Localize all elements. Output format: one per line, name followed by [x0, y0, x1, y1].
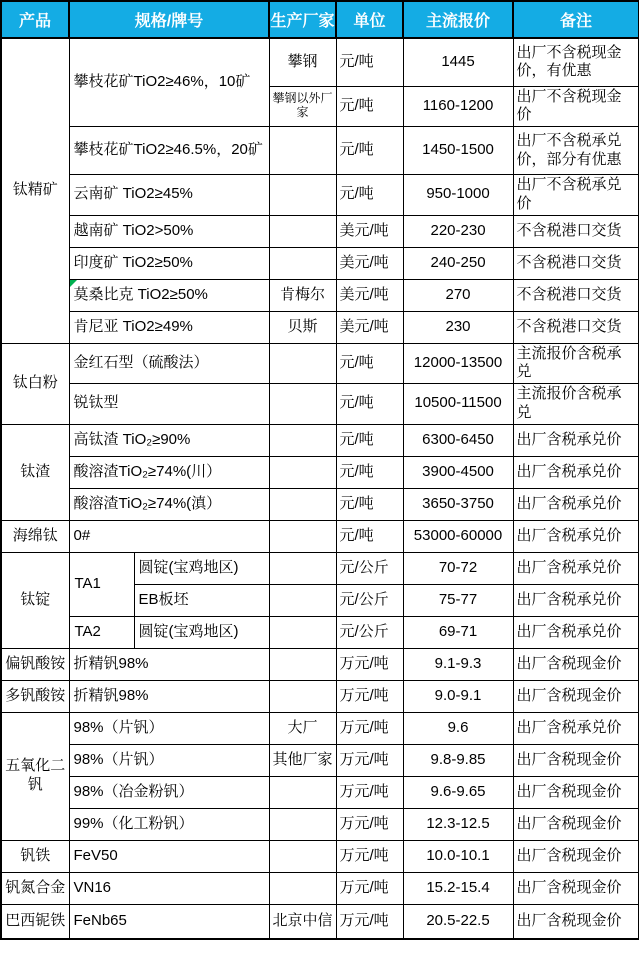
cell-spec: 圆锭(宝鸡地区): [134, 552, 269, 584]
table-row: [1, 904, 639, 939]
cell-price: 10500-11500: [403, 384, 513, 425]
table-row: [1, 872, 639, 904]
table-row: [1, 808, 639, 840]
cell-spec: 98%（片钒）: [69, 712, 269, 744]
table-row: [1, 552, 639, 584]
header-spec: 规格/牌号: [69, 1, 269, 38]
cell-manufacturer: 攀钢: [269, 38, 336, 86]
cell-unit: 万元/吨: [336, 904, 403, 939]
product-group-ti-slag: 钛渣: [1, 424, 69, 520]
product-group-vn-alloy: 钒氮合金: [1, 872, 69, 904]
cell-manufacturer: [269, 808, 336, 840]
table-row: [1, 520, 639, 552]
cell-manufacturer: 贝斯: [269, 311, 336, 343]
cell-unit: 元/吨: [336, 343, 403, 384]
cell-price: 75-77: [403, 584, 513, 616]
cell-manufacturer: [269, 488, 336, 520]
product-group-v2o5: 五氧化二钒: [1, 712, 69, 840]
cell-note: 出厂含税现金价: [513, 840, 639, 872]
table-row: [1, 456, 639, 488]
cell-price: 1450-1500: [403, 127, 513, 175]
cell-manufacturer: 其他厂家: [269, 744, 336, 776]
cell-note: 出厂含税承兑价: [513, 616, 639, 648]
table-row: [1, 343, 639, 384]
cell-unit: 万元/吨: [336, 648, 403, 680]
cell-note: 出厂不含税现金价，有优惠: [513, 38, 639, 86]
cell-unit: 元/吨: [336, 424, 403, 456]
product-group-ti-dioxide: 钛白粉: [1, 343, 69, 424]
product-group-sponge-ti: 海绵钛: [1, 520, 69, 552]
cell-manufacturer: [269, 552, 336, 584]
cell-note: 出厂不含税现金价: [513, 86, 639, 127]
cell-unit: 元/公斤: [336, 616, 403, 648]
cell-spec: 锐钛型: [69, 384, 269, 425]
cell-note: 出厂不含税承兑价: [513, 175, 639, 216]
cell-unit: 万元/吨: [336, 808, 403, 840]
cell-note: 出厂含税承兑价: [513, 488, 639, 520]
table-row: [1, 488, 639, 520]
cell-spec: 金红石型（硫酸法）: [69, 343, 269, 384]
table-row: [1, 776, 639, 808]
product-group-ferroniobium: 巴西铌铁: [1, 904, 69, 939]
cell-spec: 99%（化工粉钒）: [69, 808, 269, 840]
cell-spec: 酸溶渣TiO₂≥74%(滇）: [69, 488, 269, 520]
cell-price: 9.8-9.85: [403, 744, 513, 776]
cell-spec: 折精钒98%: [69, 648, 269, 680]
table-row: [1, 279, 639, 311]
header-product: 产品: [1, 1, 69, 38]
table-row: [1, 311, 639, 343]
cell-price: 69-71: [403, 616, 513, 648]
cell-unit: 万元/吨: [336, 776, 403, 808]
cell-spec: 肯尼亚 TiO2≥49%: [69, 311, 269, 343]
cell-manufacturer: [269, 343, 336, 384]
cell-price: 9.6: [403, 712, 513, 744]
cell-price: 12.3-12.5: [403, 808, 513, 840]
cell-price: 220-230: [403, 215, 513, 247]
product-group-ferrovanadium: 钒铁: [1, 840, 69, 872]
cell-comment-marker-icon: [70, 280, 77, 287]
cell-grade: TA2: [69, 616, 134, 648]
table-row: [1, 247, 639, 279]
cell-note: 主流报价含税承兑: [513, 384, 639, 425]
product-group-ammonium-metavanadate: 偏钒酸铵: [1, 648, 69, 680]
cell-note: 出厂含税现金价: [513, 744, 639, 776]
table-row: [1, 127, 639, 175]
cell-spec: 0#: [69, 520, 269, 552]
cell-note: 出厂含税承兑价: [513, 456, 639, 488]
table-row: [1, 38, 639, 86]
cell-note: 出厂含税现金价: [513, 648, 639, 680]
cell-price: 70-72: [403, 552, 513, 584]
header-unit: 单位: [336, 1, 403, 38]
cell-price: 12000-13500: [403, 343, 513, 384]
cell-unit: 元/吨: [336, 520, 403, 552]
cell-note: 出厂含税现金价: [513, 872, 639, 904]
cell-note: 出厂含税承兑价: [513, 424, 639, 456]
cell-spec: FeNb65: [69, 904, 269, 939]
cell-unit: 万元/吨: [336, 712, 403, 744]
cell-unit: 万元/吨: [336, 680, 403, 712]
cell-unit: 元/吨: [336, 384, 403, 425]
header-note: 备注: [513, 1, 639, 38]
cell-spec: 98%（冶金粉钒）: [69, 776, 269, 808]
cell-note: 出厂含税现金价: [513, 776, 639, 808]
cell-note: 出厂含税承兑价: [513, 520, 639, 552]
table-row: [1, 215, 639, 247]
cell-manufacturer: [269, 127, 336, 175]
cell-unit: 万元/吨: [336, 744, 403, 776]
cell-unit: 元/吨: [336, 175, 403, 216]
table-row: [1, 424, 639, 456]
cell-unit: 元/吨: [336, 38, 403, 86]
cell-spec: 酸溶渣TiO₂≥74%(川）: [69, 456, 269, 488]
cell-spec: 云南矿 TiO2≥45%: [69, 175, 269, 216]
table-row: [1, 648, 639, 680]
product-group-ammonium-polyvanadate: 多钒酸铵: [1, 680, 69, 712]
cell-manufacturer: [269, 584, 336, 616]
cell-unit: 元/吨: [336, 488, 403, 520]
cell-unit: 元/吨: [336, 86, 403, 127]
cell-spec: VN16: [69, 872, 269, 904]
cell-spec: EB板坯: [134, 584, 269, 616]
cell-note: 主流报价含税承兑: [513, 343, 639, 384]
product-group-ti-concentrate: 钛精矿: [1, 38, 69, 343]
cell-unit: 美元/吨: [336, 247, 403, 279]
cell-price: 1445: [403, 38, 513, 86]
cell-price: 6300-6450: [403, 424, 513, 456]
cell-price: 950-1000: [403, 175, 513, 216]
cell-price: 9.1-9.3: [403, 648, 513, 680]
table-row: [1, 680, 639, 712]
cell-price: 15.2-15.4: [403, 872, 513, 904]
cell-unit: 元/吨: [336, 127, 403, 175]
cell-price: 9.6-9.65: [403, 776, 513, 808]
cell-note: 出厂含税现金价: [513, 904, 639, 939]
cell-spec: 攀枝花矿TiO2≥46.5%，20矿: [69, 127, 269, 175]
product-group-ti-ingot: 钛锭: [1, 552, 69, 648]
cell-unit: 美元/吨: [336, 215, 403, 247]
cell-manufacturer: [269, 648, 336, 680]
cell-note: 出厂含税承兑价: [513, 712, 639, 744]
cell-spec: 98%（片钒）: [69, 744, 269, 776]
cell-manufacturer: 北京中信: [269, 904, 336, 939]
cell-price: 9.0-9.1: [403, 680, 513, 712]
cell-unit: 美元/吨: [336, 311, 403, 343]
table-header: [1, 1, 639, 38]
cell-note: 不含税港口交货: [513, 247, 639, 279]
header-manufacturer: 生产厂家: [269, 1, 336, 38]
cell-price: 1160-1200: [403, 86, 513, 127]
cell-manufacturer: [269, 215, 336, 247]
table-row: [1, 175, 639, 216]
cell-unit: 万元/吨: [336, 872, 403, 904]
cell-manufacturer: 大厂: [269, 712, 336, 744]
cell-price: 10.0-10.1: [403, 840, 513, 872]
cell-price: 53000-60000: [403, 520, 513, 552]
cell-manufacturer: [269, 520, 336, 552]
cell-note: 出厂含税承兑价: [513, 552, 639, 584]
cell-spec: 折精钒98%: [69, 680, 269, 712]
cell-manufacturer: [269, 424, 336, 456]
cell-note: 出厂含税现金价: [513, 680, 639, 712]
cell-manufacturer: [269, 456, 336, 488]
cell-note: 不含税港口交货: [513, 279, 639, 311]
cell-unit: 元/吨: [336, 456, 403, 488]
cell-price: 20.5-22.5: [403, 904, 513, 939]
cell-spec: [69, 279, 269, 311]
cell-manufacturer: [269, 776, 336, 808]
cell-unit: 万元/吨: [336, 840, 403, 872]
cell-manufacturer: [269, 384, 336, 425]
cell-spec: 圆锭(宝鸡地区): [134, 616, 269, 648]
table-row: [1, 616, 639, 648]
cell-note: 出厂含税现金价: [513, 808, 639, 840]
table-row: [1, 744, 639, 776]
cell-unit: 元/公斤: [336, 584, 403, 616]
cell-spec: 攀枝花矿TiO2≥46%，10矿: [69, 38, 269, 127]
cell-manufacturer: 攀钢以外厂家: [269, 86, 336, 127]
cell-price: 3900-4500: [403, 456, 513, 488]
cell-grade: TA1: [69, 552, 134, 616]
cell-spec-text: 莫桑比克 TiO2≥50%: [73, 285, 208, 303]
cell-unit: 美元/吨: [336, 279, 403, 311]
cell-manufacturer: 肯梅尔: [269, 279, 336, 311]
table-row: [1, 384, 639, 425]
cell-spec: FeV50: [69, 840, 269, 872]
cell-note: 不含税港口交货: [513, 215, 639, 247]
cell-note: 出厂不含税承兑价，部分有优惠: [513, 127, 639, 175]
cell-spec: 印度矿 TiO2≥50%: [69, 247, 269, 279]
cell-manufacturer: [269, 680, 336, 712]
cell-spec: 高钛渣 TiO₂≥90%: [69, 424, 269, 456]
cell-manufacturer: [269, 840, 336, 872]
cell-note: 出厂含税承兑价: [513, 584, 639, 616]
table-row: [1, 712, 639, 744]
cell-manufacturer: [269, 616, 336, 648]
cell-price: 240-250: [403, 247, 513, 279]
cell-price: 270: [403, 279, 513, 311]
cell-price: 3650-3750: [403, 488, 513, 520]
header-price: 主流报价: [403, 1, 513, 38]
cell-manufacturer: [269, 175, 336, 216]
cell-price: 230: [403, 311, 513, 343]
cell-spec: 越南矿 TiO2>50%: [69, 215, 269, 247]
cell-note: 不含税港口交货: [513, 311, 639, 343]
cell-manufacturer: [269, 247, 336, 279]
table-row: [1, 840, 639, 872]
cell-unit: 元/公斤: [336, 552, 403, 584]
cell-manufacturer: [269, 872, 336, 904]
